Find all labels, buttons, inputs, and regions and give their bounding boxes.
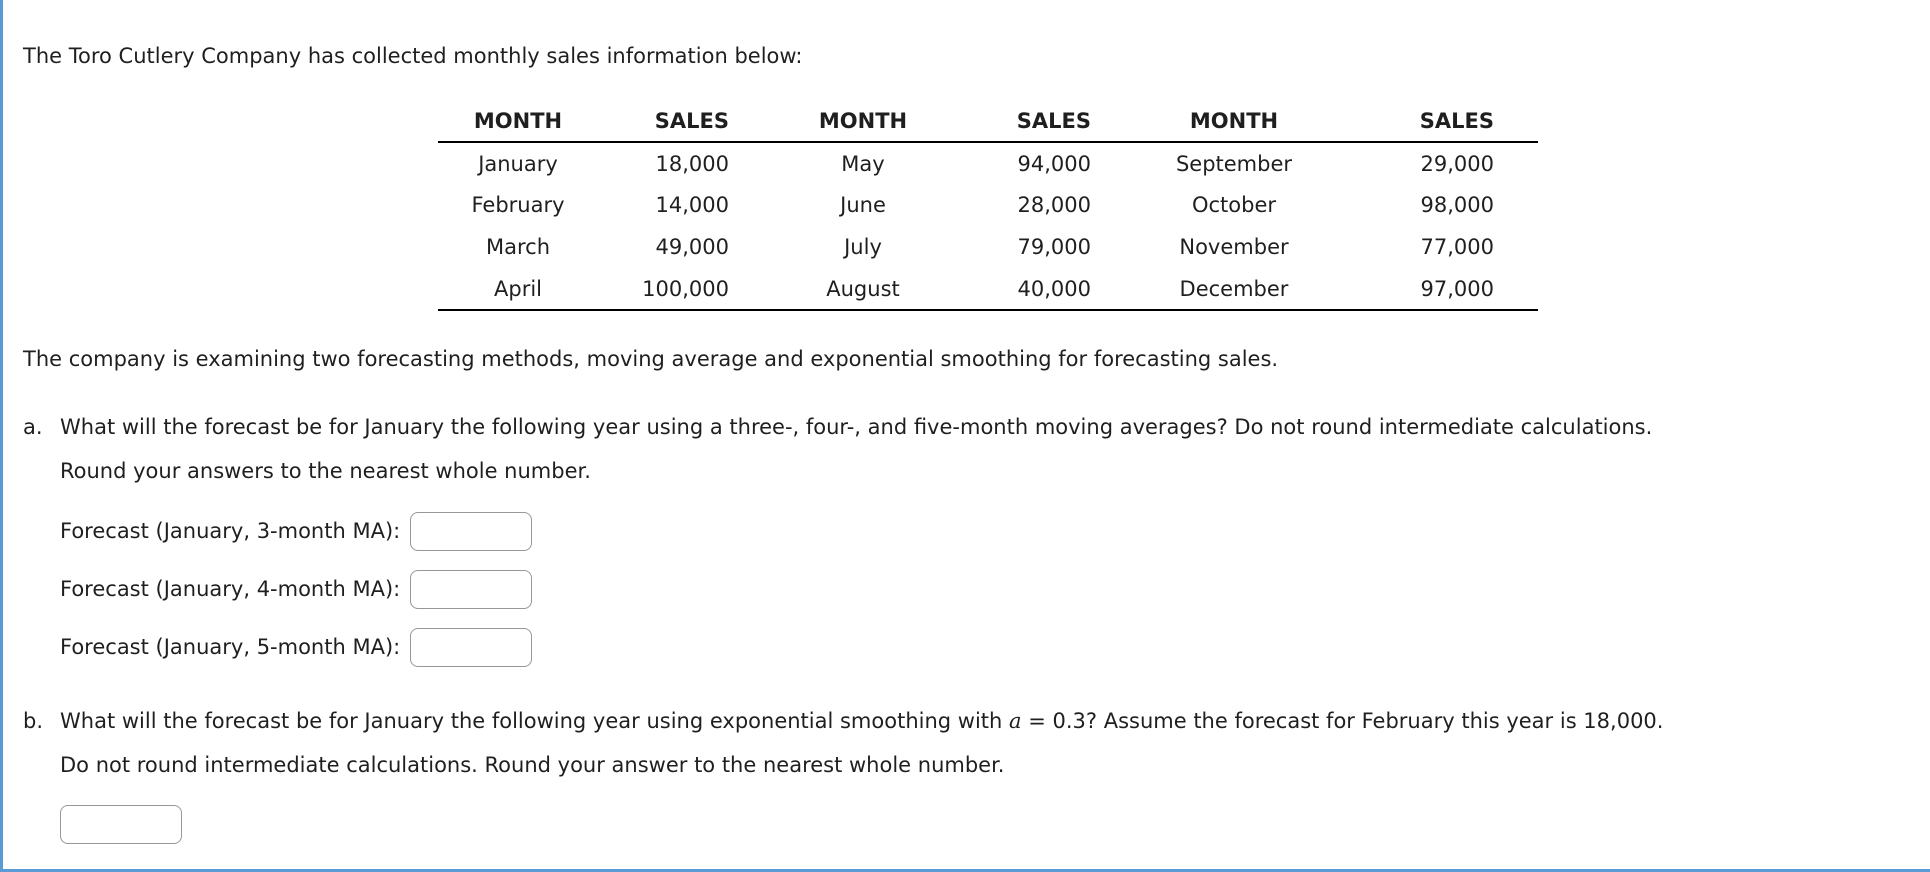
month-cell: June: [840, 193, 886, 217]
table-header-month: MONTH: [473, 108, 563, 133]
sales-cell: 18,000: [655, 151, 729, 176]
forecast-3month-label: Forecast (January, 3-month MA):: [60, 519, 401, 543]
sales-cell: 49,000: [655, 235, 729, 259]
part-b-answer-row: [60, 805, 1920, 844]
forecast-4month-input[interactable]: [410, 570, 532, 609]
part-b-body: [60, 699, 1920, 844]
month-cell: December: [1179, 276, 1289, 301]
question-content: [3, 0, 1930, 844]
month-cell: September: [1175, 151, 1293, 176]
part-b-text-before-alpha: What will the forecast be for January the following year using exponential smoothing with: [60, 709, 1010, 733]
forecast-5month-label: Forecast (January, 5-month MA):: [60, 635, 401, 659]
sales-cell: 28,000: [1017, 193, 1091, 217]
table-row: [438, 226, 1538, 268]
part-a-text-line1: What will the forecast be for January the following year using a three-, four-, and five-month moving averages? Do not round intermediate calculations.: [60, 415, 1653, 439]
table-header-month: MONTH: [818, 108, 908, 133]
month-cell: August: [826, 276, 900, 301]
month-cell: May: [841, 151, 885, 176]
forecast-4month-label: Forecast (January, 4-month MA):: [60, 577, 401, 601]
table-header-row: [438, 100, 1538, 142]
forecast-3month-input[interactable]: [410, 512, 532, 551]
part-b-label: b.: [23, 709, 44, 733]
part-b-text-after-alpha: = 0.3? Assume the forecast for February this year is 18,000.: [1021, 709, 1664, 733]
forecast-4month-row: [60, 569, 1920, 609]
part-a-text-line2: Round your answers to the nearest whole number.: [60, 459, 591, 483]
question-part-b: [23, 699, 1920, 844]
month-cell: January: [478, 151, 558, 176]
forecast-5month-row: [60, 627, 1920, 667]
sales-cell: 40,000: [1017, 276, 1091, 301]
month-cell: February: [471, 193, 565, 217]
month-cell: April: [494, 276, 542, 301]
part-a-label: a.: [23, 415, 43, 439]
month-cell: July: [844, 235, 882, 259]
part-a-body: [60, 405, 1920, 667]
methods-text: The company is examining two forecasting methods, moving average and exponential smoothing for forecasting sales.: [23, 347, 1279, 371]
forecast-3month-row: [60, 511, 1920, 551]
sales-cell: 79,000: [1017, 235, 1091, 259]
sales-cell: 94,000: [1017, 151, 1091, 176]
month-cell: March: [485, 235, 550, 259]
sales-cell: 97,000: [1420, 276, 1494, 301]
month-cell: November: [1179, 235, 1289, 259]
table-row: [438, 184, 1538, 226]
sales-cell: 98,000: [1420, 193, 1494, 217]
part-b-text-line2: Do not round intermediate calculations. Round your answer to the nearest whole number.: [60, 753, 1005, 777]
table-header-sales: SALES: [1419, 108, 1494, 133]
sales-cell: 29,000: [1420, 151, 1494, 176]
sales-cell: 100,000: [642, 276, 729, 301]
question-part-a: [23, 405, 1920, 667]
table-header-month: MONTH: [1189, 108, 1279, 133]
forecast-5month-input[interactable]: [410, 628, 532, 667]
sales-cell: 77,000: [1420, 235, 1494, 259]
sales-cell: 14,000: [655, 193, 729, 217]
table-row: [438, 268, 1538, 310]
table-row: [438, 142, 1538, 184]
month-cell: October: [1191, 193, 1277, 217]
table-header-sales: SALES: [1016, 108, 1091, 133]
exp-smoothing-input[interactable]: [60, 805, 182, 844]
intro-text: The Toro Cutlery Company has collected monthly sales information below:: [23, 44, 803, 68]
alpha-variable: a: [1009, 709, 1022, 733]
monthly-sales-table: [438, 100, 1538, 311]
table-header-sales: SALES: [654, 108, 729, 133]
part-b-text-line1: [60, 699, 1920, 743]
